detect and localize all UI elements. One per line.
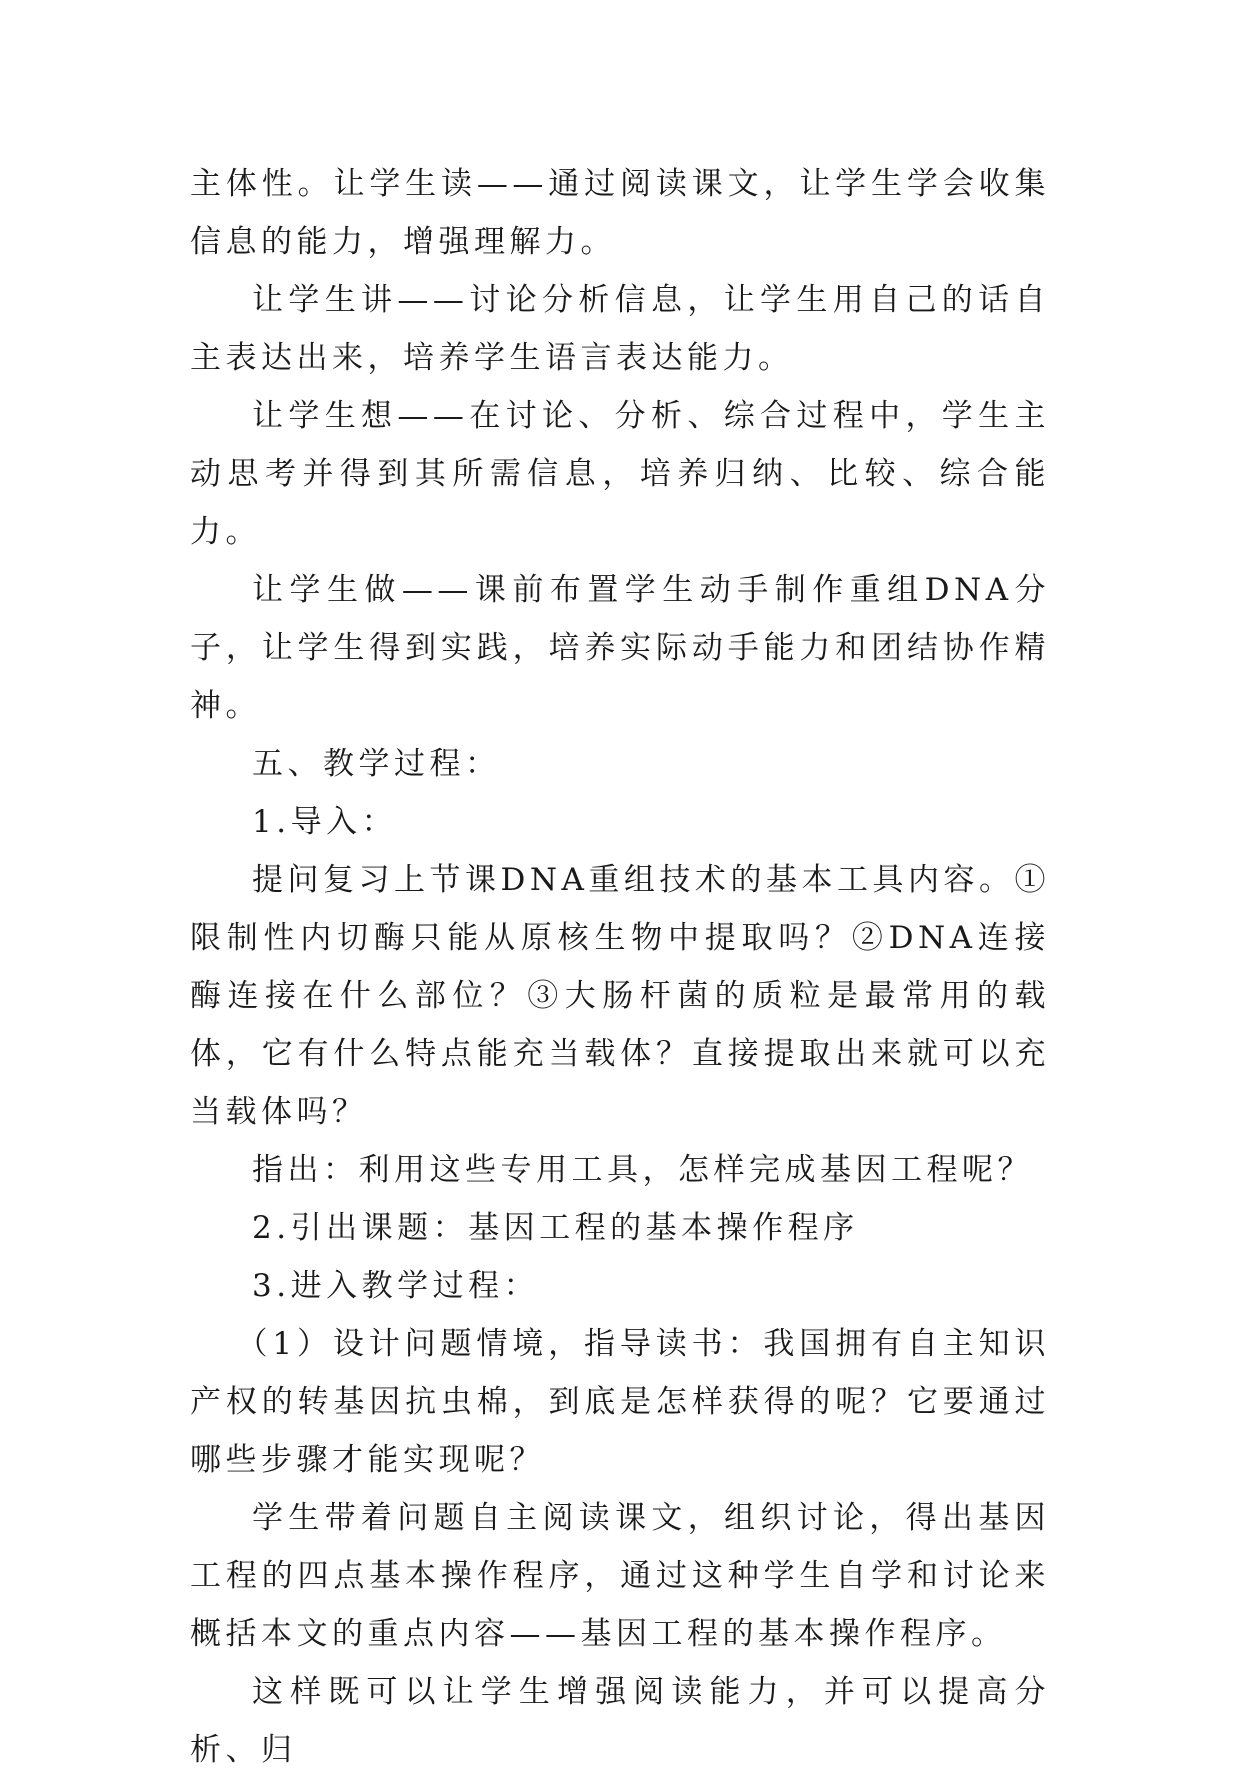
paragraph-students-speak: 让学生讲——讨论分析信息，让学生用自己的话自主表达出来，培养学生语言表达能力。 <box>190 282 1050 376</box>
paragraph-review-questions: 提问复习上节课DNA重组技术的基本工具内容。①限制性内切酶只能从原核生物中提取吗？②DNA连接酶连接在什么部位？③大肠杆菌的质粒是最常用的载体，它有什么特点能充当载体？直接提取出来就可以充当载体吗？ <box>190 862 1050 1130</box>
document-body <box>190 155 1050 1779</box>
paragraph-students-do: 让学生做——课前布置学生动手制作重组DNA分子，让学生得到实践，培养实际动手能力和团结协作精神。 <box>190 572 1050 724</box>
paragraph-student-reading: 学生带着问题自主阅读课文，组织讨论，得出基因工程的四点基本操作程序，通过这种学生自学和讨论来概括本文的重点内容——基因工程的基本操作程序。 <box>190 1500 1050 1652</box>
subheading-enter-process: 3.进入教学过程： <box>252 1268 540 1304</box>
paragraph-students-think: 让学生想——在讨论、分析、综合过程中，学生主动思考并得到其所需信息，培养归纳、比较、综合能力。 <box>190 398 1050 550</box>
paragraph-reading-ability: 这样既可以让学生增强阅读能力，并可以提高分析、归 <box>190 1674 1050 1768</box>
paragraph-point-out: 指出：利用这些专用工具，怎样完成基因工程呢？ <box>252 1152 1033 1188</box>
subheading-topic: 2.引出课题：基因工程的基本操作程序 <box>252 1210 859 1246</box>
subheading-introduction: 1.导入： <box>252 804 398 840</box>
section-heading-teaching-process: 五、教学过程： <box>252 746 501 782</box>
paragraph-problem-situation: （1）设计问题情境，指导读书：我国拥有自主知识产权的转基因抗虫棉，到底是怎样获得的呢？它要通过哪些步骤才能实现呢？ <box>190 1326 1050 1478</box>
paragraph-continuation: 主体性。让学生读——通过阅读课文，让学生学会收集信息的能力，增强理解力。 <box>190 166 1050 260</box>
